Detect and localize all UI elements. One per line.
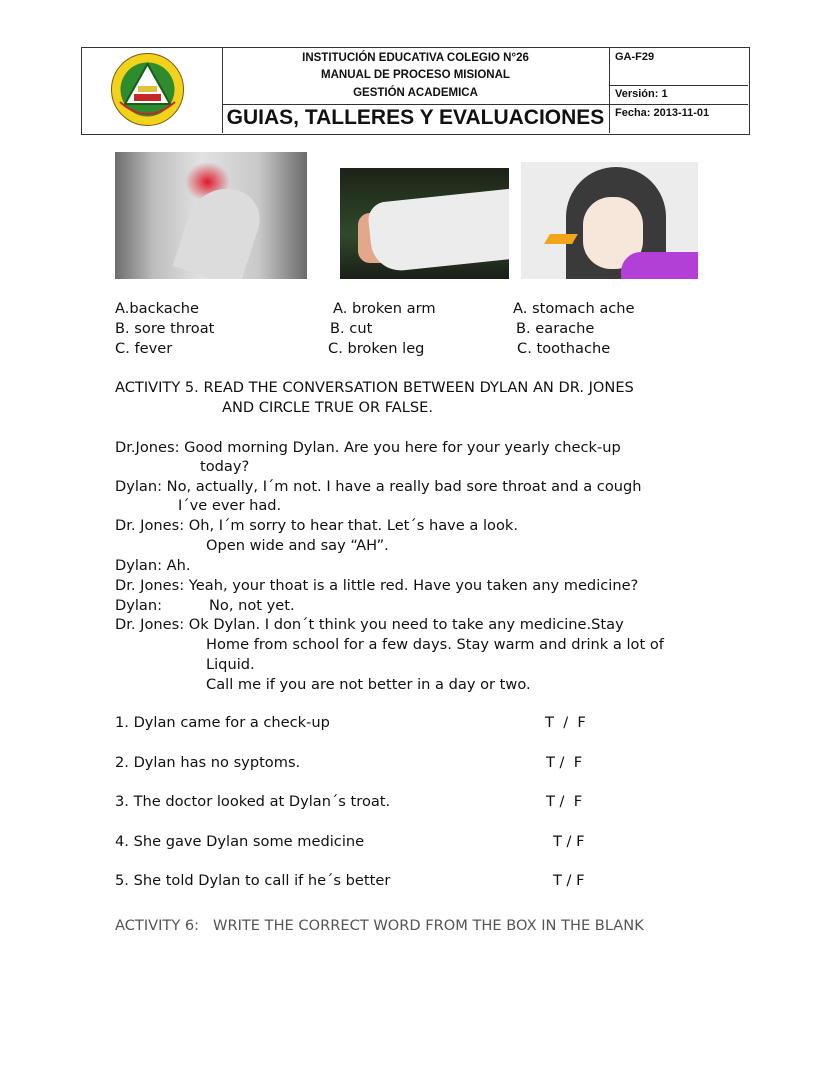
dialogue-line: Dr.Jones: Good morning Dylan. Are you here for your yearly check-up — [115, 439, 621, 456]
dialogue-line: Dylan: Ah. — [115, 557, 191, 574]
institution-name: INSTITUCIÓN EDUCATIVA COLEGIO N°26 — [302, 52, 529, 64]
option: C. toothache — [517, 340, 611, 357]
dialogue-line: Dr. Jones: Ok Dylan. I don´t think you need to take any medicine.Stay — [115, 616, 624, 633]
option: C. broken leg — [328, 340, 425, 357]
divider — [609, 47, 610, 133]
option: B. earache — [516, 320, 595, 337]
manual-name: MANUAL DE PROCESO MISIONAL — [321, 69, 510, 81]
broken-arm-image — [340, 168, 509, 279]
sore-throat-image — [115, 152, 307, 279]
dialogue-line: Liquid. — [206, 656, 255, 673]
dialogue-line: Dr. Jones: Oh, I´m sorry to hear that. Let´s have a look. — [115, 517, 518, 534]
dialogue-line: Dr. Jones: Yeah, your thoat is a little red. Have you taken any medicine? — [115, 577, 639, 594]
area-name: GESTIÓN ACADEMICA — [353, 87, 478, 99]
true-false-choice[interactable]: T / F — [546, 793, 583, 810]
document-title: GUIAS, TALLERES Y EVALUACIONES — [226, 106, 605, 129]
true-false-choice[interactable]: T / F — [546, 754, 583, 771]
true-false-choice[interactable]: T / F — [545, 714, 586, 731]
activity5-heading: ACTIVITY 5. READ THE CONVERSATION BETWEEN DYLAN AN DR. JONES — [115, 379, 634, 396]
option: C. fever — [115, 340, 173, 357]
true-false-choice[interactable]: T / F — [553, 872, 585, 889]
question-text: 4. She gave Dylan some medicine — [115, 833, 365, 850]
document-date: Fecha: 2013-11-01 — [615, 107, 710, 119]
school-logo — [110, 52, 185, 127]
divider — [222, 104, 748, 105]
dialogue-speaker: Dylan: — [115, 597, 163, 614]
option: A. stomach ache — [513, 300, 635, 317]
dialogue-line: Home from school for a few days. Stay warm and drink a lot of — [206, 636, 664, 653]
true-false-choice[interactable]: T / F — [553, 833, 585, 850]
question-text: 5. She told Dylan to call if he´s better — [115, 872, 391, 889]
earache-image — [521, 162, 698, 279]
question-text: 1. Dylan came for a check-up — [115, 714, 330, 731]
question-text: 2. Dylan has no syptoms. — [115, 754, 301, 771]
divider — [609, 85, 748, 86]
dialogue-line: No, not yet. — [209, 597, 295, 614]
option: A. broken arm — [333, 300, 436, 317]
dialogue-line: Call me if you are not better in a day or two. — [206, 676, 531, 693]
option: A.backache — [115, 300, 199, 317]
dialogue-line: Dylan: No, actually, I´m not. I have a really bad sore throat and a cough — [115, 478, 642, 495]
document-code: GA-F29 — [615, 51, 655, 63]
document-version: Versión: 1 — [615, 88, 668, 100]
option: B. sore throat — [115, 320, 215, 337]
dialogue-line: today? — [200, 458, 250, 475]
activity6-heading: ACTIVITY 6: WRITE THE CORRECT WORD FROM THE BOX IN THE BLANK — [115, 917, 644, 934]
activity5-heading-cont: AND CIRCLE TRUE OR FALSE. — [222, 399, 434, 416]
dialogue-line: Open wide and say “AH”. — [206, 537, 389, 554]
question-text: 3. The doctor looked at Dylan´s troat. — [115, 793, 391, 810]
dialogue-line: I´ve ever had. — [178, 497, 282, 514]
option: B. cut — [330, 320, 373, 337]
